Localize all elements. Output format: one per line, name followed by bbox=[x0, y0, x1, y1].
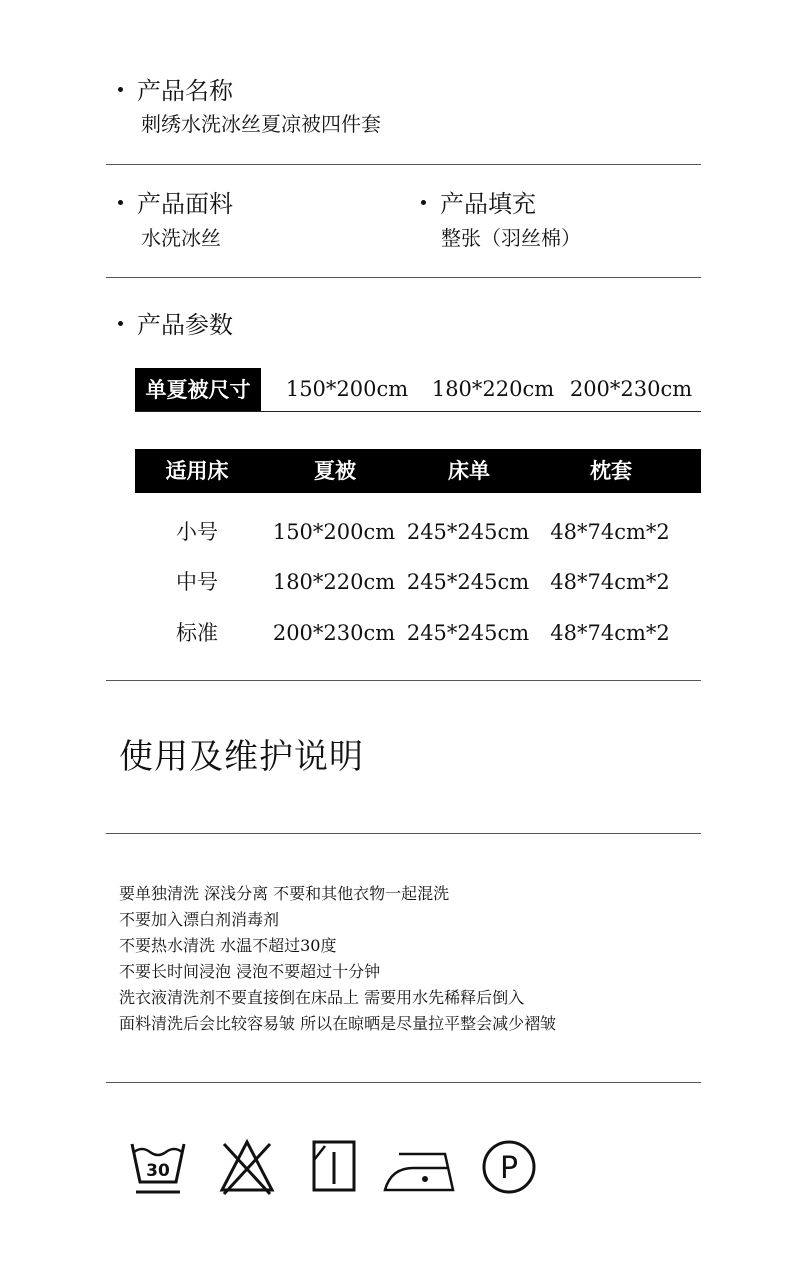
quilt-size-value: 180*220cm bbox=[431, 377, 555, 401]
product-params-label: 产品参数 bbox=[137, 311, 233, 339]
bed-table-header bbox=[135, 449, 701, 493]
divider bbox=[106, 833, 701, 834]
table-header-cell: 适用床 bbox=[165, 458, 229, 483]
table-cell: 150*200cm bbox=[272, 520, 396, 544]
table-cell: 180*220cm bbox=[272, 570, 396, 594]
product-filling-value: 整张（羽丝棉） bbox=[441, 226, 581, 250]
product-fabric-heading bbox=[118, 189, 233, 219]
table-cell: 48*74cm*2 bbox=[550, 621, 670, 645]
divider bbox=[106, 1082, 701, 1083]
divider bbox=[106, 680, 701, 681]
product-name-value: 刺绣水洗冰丝夏凉被四件套 bbox=[141, 112, 381, 136]
divider bbox=[106, 164, 701, 165]
table-cell: 245*245cm bbox=[406, 570, 530, 594]
table-cell: 200*230cm bbox=[272, 621, 396, 645]
product-name-heading bbox=[118, 76, 233, 106]
care-line: 要单独清洗 深浅分离 不要和其他衣物一起混洗 bbox=[119, 884, 450, 903]
table-header-cell: 夏被 bbox=[314, 458, 356, 483]
bullet-dot bbox=[421, 200, 426, 205]
table-cell: 245*245cm bbox=[406, 520, 530, 544]
iron-low-icon bbox=[383, 1138, 457, 1200]
care-line: 洗衣液清洗剂不要直接倒在床品上 需要用水先稀释后倒入 bbox=[119, 988, 525, 1007]
divider bbox=[106, 277, 701, 278]
care-line: 不要加入漂白剂消毒剂 bbox=[119, 910, 280, 929]
wash-30-icon bbox=[128, 1138, 188, 1202]
bullet-dot bbox=[118, 200, 123, 205]
table-cell: 48*74cm*2 bbox=[550, 570, 670, 594]
bullet-dot bbox=[118, 87, 123, 92]
care-line: 不要热水清洗 水温不超过30度 bbox=[119, 936, 337, 955]
table-cell: 中号 bbox=[176, 570, 218, 594]
table-cell: 小号 bbox=[176, 520, 218, 544]
care-line: 面料清洗后会比较容易皱 所以在晾晒是尽量拉平整会减少褶皱 bbox=[119, 1014, 557, 1033]
care-title: 使用及维护说明 bbox=[119, 737, 364, 777]
dry-clean-letter: P bbox=[499, 1151, 519, 1186]
quilt-size-row bbox=[135, 368, 701, 412]
product-name-label: 产品名称 bbox=[137, 77, 233, 105]
table-header-cell: 枕套 bbox=[590, 458, 632, 483]
do-not-bleach-icon bbox=[218, 1138, 276, 1202]
product-fabric-value: 水洗冰丝 bbox=[141, 226, 221, 250]
quilt-size-label: 单夏被尺寸 bbox=[135, 368, 261, 411]
table-cell: 245*245cm bbox=[406, 621, 530, 645]
product-fabric-label: 产品面料 bbox=[137, 190, 233, 218]
table-header-cell: 床单 bbox=[448, 458, 490, 483]
dry-clean-p-icon bbox=[480, 1138, 538, 1200]
bullet-dot bbox=[118, 321, 123, 326]
care-instructions bbox=[119, 881, 556, 1037]
product-filling-heading bbox=[421, 189, 536, 219]
table-cell: 48*74cm*2 bbox=[550, 520, 670, 544]
product-params-heading bbox=[118, 310, 233, 340]
product-filling-label: 产品填充 bbox=[440, 190, 536, 218]
wash-temp-text: 30 bbox=[146, 1161, 170, 1181]
quilt-size-value: 150*200cm bbox=[285, 377, 409, 401]
table-cell: 标准 bbox=[176, 621, 218, 645]
line-dry-icon bbox=[311, 1138, 357, 1198]
care-line: 不要长时间浸泡 浸泡不要超过十分钟 bbox=[119, 962, 381, 981]
quilt-size-value: 200*230cm bbox=[569, 377, 693, 401]
